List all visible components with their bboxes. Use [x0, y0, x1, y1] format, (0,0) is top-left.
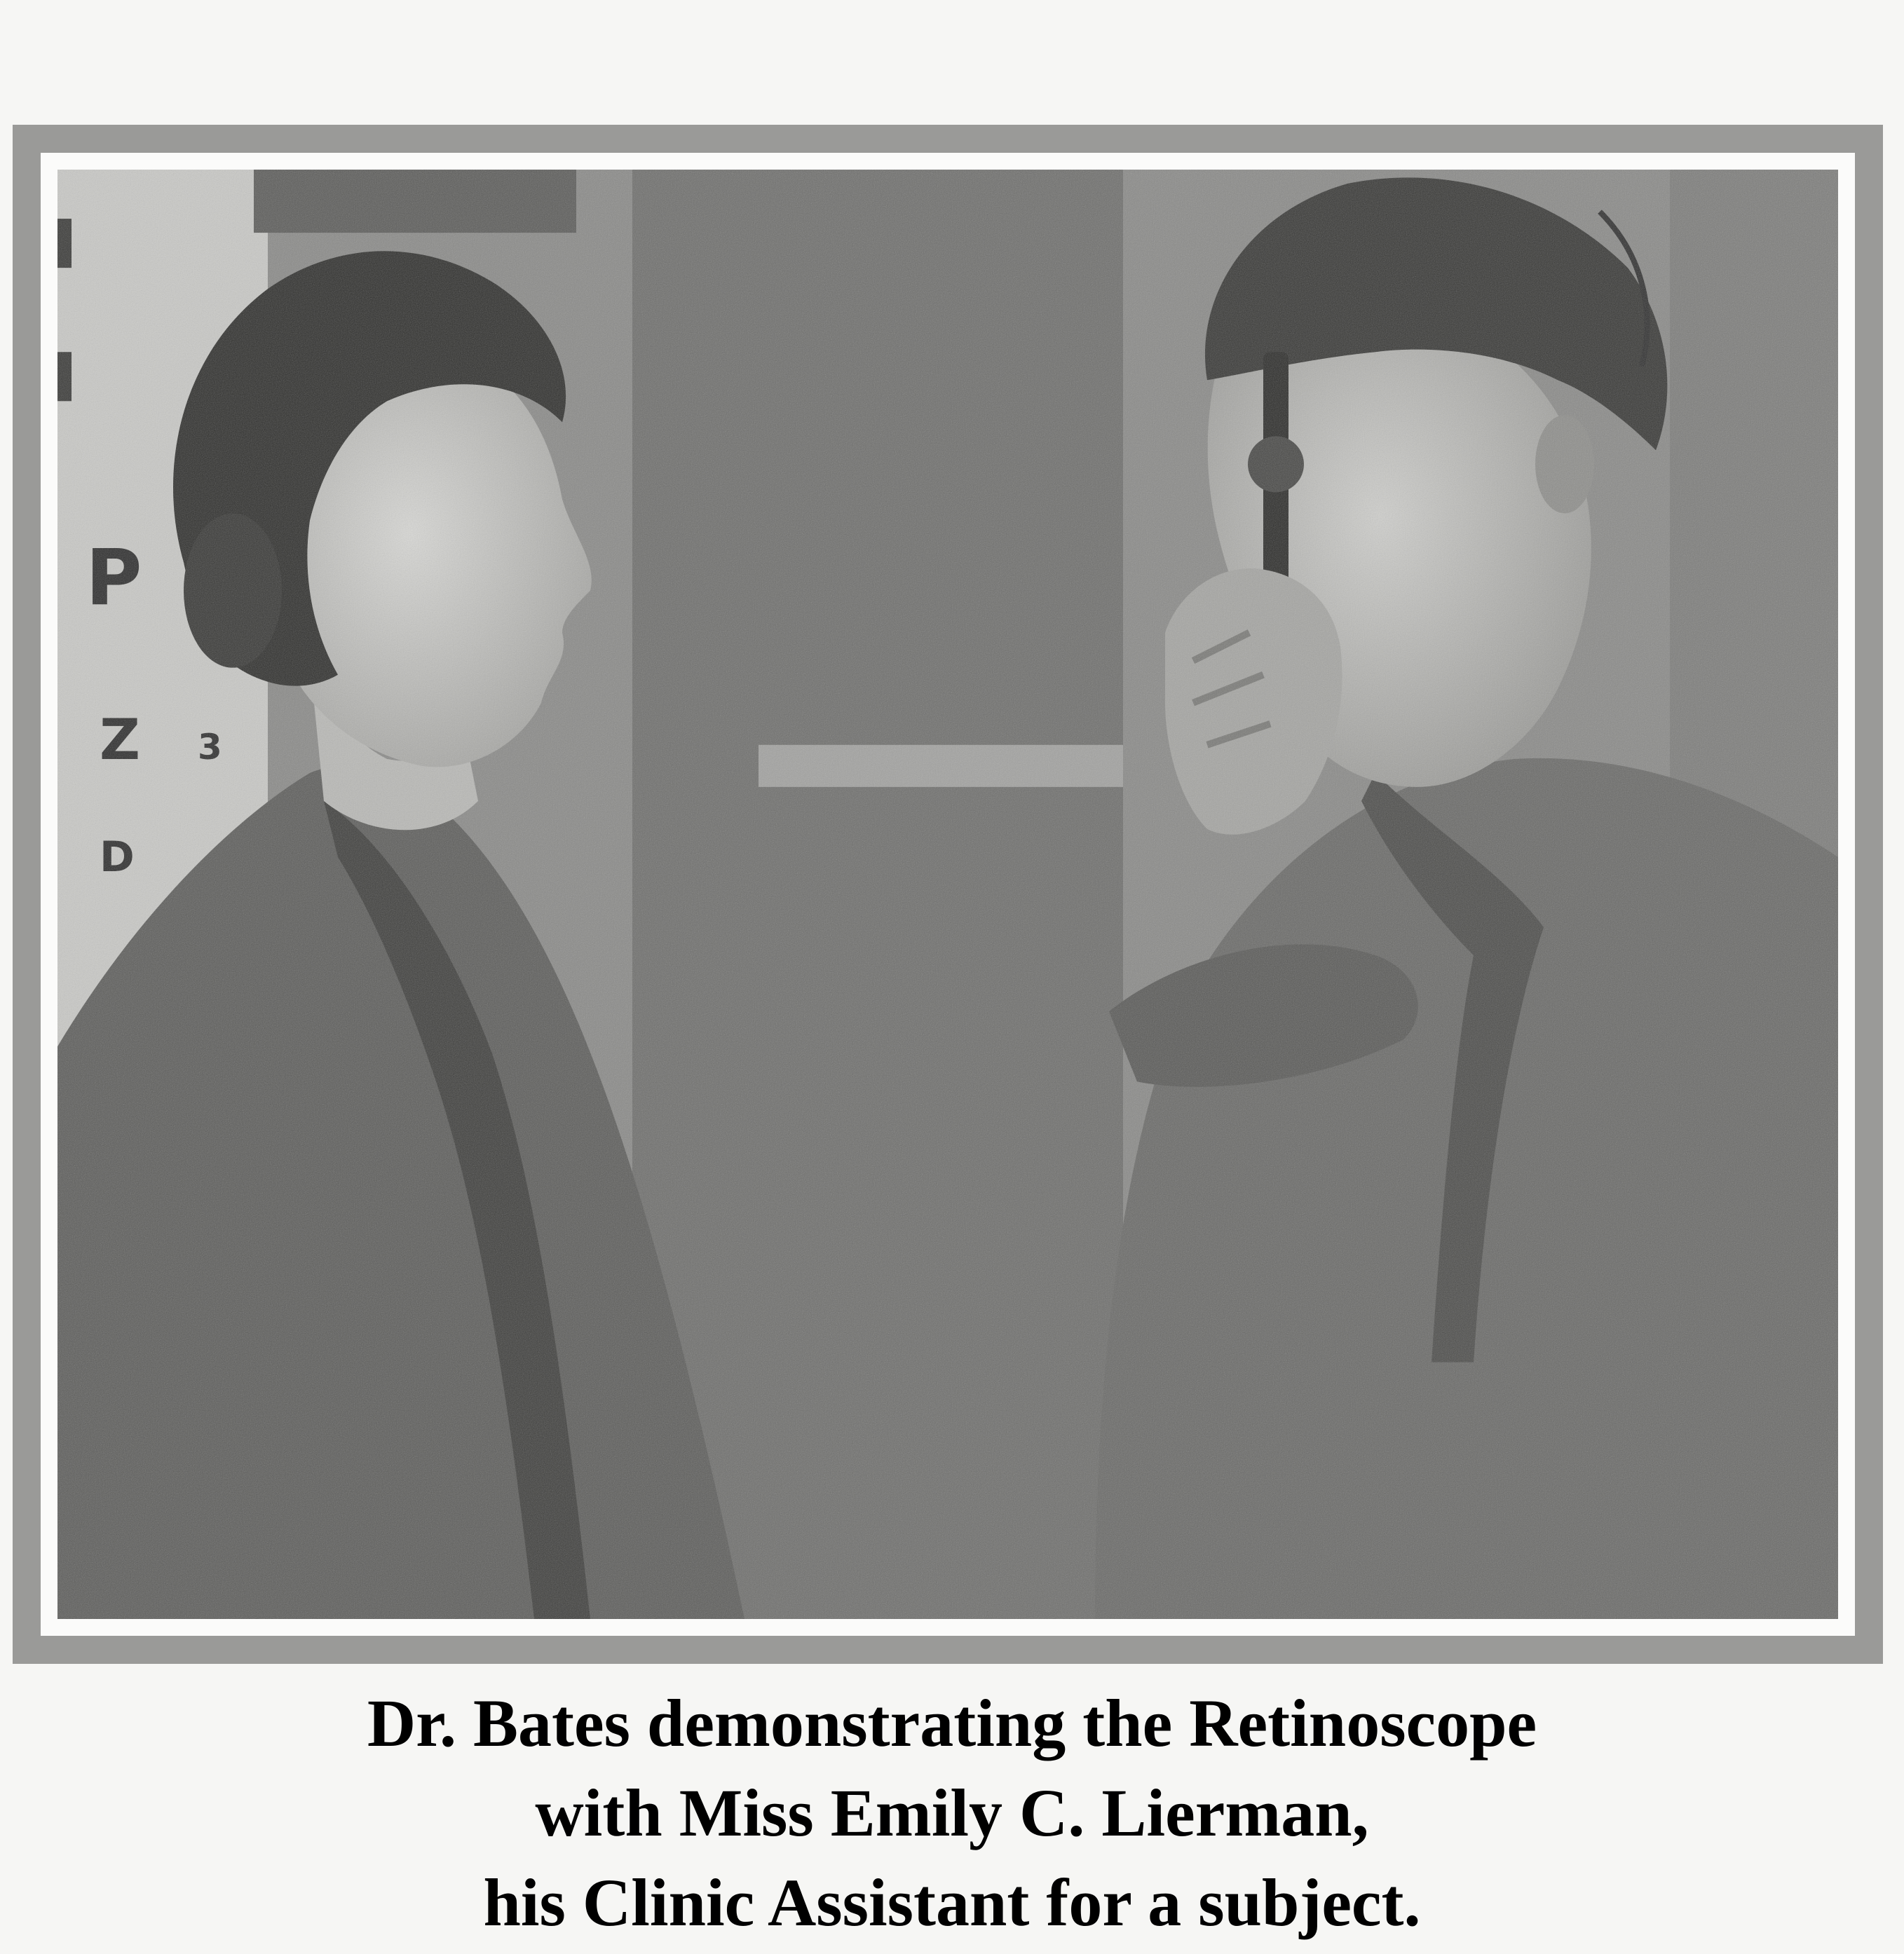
photo-illustration	[57, 170, 1838, 1619]
caption-line-2: with Miss Emily C. Lierman,	[535, 1775, 1369, 1850]
halftone-grain	[57, 170, 1838, 1619]
caption-line-3: his Clinic Assistant for a subject.	[483, 1865, 1421, 1940]
caption-line-1: Dr. Bates demonstrating the Retinoscope	[367, 1686, 1537, 1761]
photo-white-frame	[41, 153, 1855, 1636]
halftone-photograph	[57, 170, 1838, 1619]
photo-outer-border	[13, 125, 1883, 1664]
photo-caption	[0, 1679, 1904, 1948]
